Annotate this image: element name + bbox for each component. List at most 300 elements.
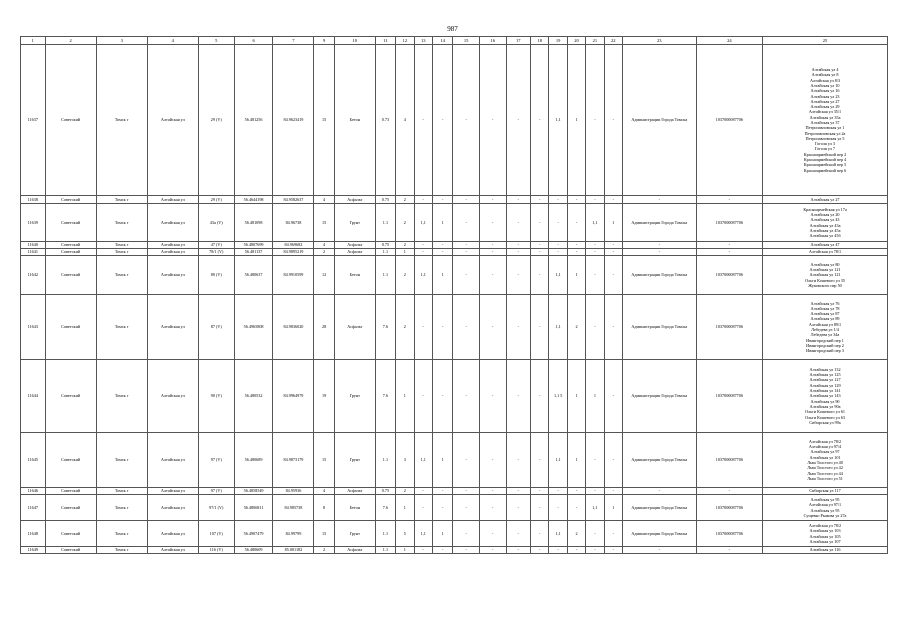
address-line: Алтайская ул 35/1 — [808, 109, 842, 115]
table-cell: Советский — [45, 196, 96, 204]
table-cell: 1 — [604, 495, 622, 521]
table-cell: - — [506, 547, 531, 554]
table-cell: - — [586, 196, 604, 204]
addresses-cell — [763, 196, 888, 204]
table-cell: Алтайская ул — [147, 488, 198, 495]
table-cell: 29 (V) — [198, 45, 234, 196]
table-cell: - — [506, 295, 531, 360]
table-cell: 1,1 — [586, 495, 604, 521]
table-cell: - — [531, 495, 549, 521]
table-cell: - — [479, 547, 506, 554]
table-cell: Алтайская ул — [147, 45, 198, 196]
table-cell: - — [453, 547, 480, 554]
table-cell: 56.4806811 — [234, 495, 273, 521]
owner-cell: Администрации Города Томска — [623, 495, 697, 521]
address-line: Алтайская ул 107 — [809, 538, 841, 544]
owner-cell: - — [623, 547, 697, 554]
address-line: Льва Толстого ул 40 — [807, 460, 843, 465]
table-cell: Томск г — [96, 295, 147, 360]
table-cell: Алтайская ул — [147, 256, 198, 295]
column-header: 19 — [549, 37, 567, 45]
address-line: Петропавловская ул 1 — [805, 125, 845, 131]
address-line: Алтайская ул 90 — [810, 398, 840, 404]
table-cell: 1037000087706 — [696, 295, 762, 360]
table-cell: 11645 — [21, 433, 46, 488]
table-cell: 84.96738 — [273, 204, 314, 242]
column-header: 21 — [586, 37, 604, 45]
column-header: 25 — [763, 37, 888, 45]
table-cell: Асфальт — [334, 547, 375, 554]
column-header: 14 — [432, 37, 452, 45]
table-cell: 1037000087706 — [696, 45, 762, 196]
table-cell: Советский — [45, 547, 96, 554]
address-line: Лебедева ул 34а — [810, 332, 840, 338]
table-cell: - — [414, 295, 432, 360]
owner-cell: Администрации Города Томска — [623, 256, 697, 295]
table-cell: Томск г — [96, 256, 147, 295]
table-cell: - — [531, 196, 549, 204]
table-cell: 2 — [396, 242, 414, 249]
address-line: Ольги Кошевого ул 61 — [805, 409, 845, 415]
table-cell: 1 — [567, 256, 585, 295]
table-cell: 84.9873179 — [273, 433, 314, 488]
table-cell: - — [506, 249, 531, 256]
table-cell: - — [479, 360, 506, 433]
address-line: Алтайская ул 16 — [810, 88, 840, 94]
table-cell: - — [586, 547, 604, 554]
address-line: Ольги Кошевого ул 63 — [805, 414, 845, 420]
table-cell: - — [531, 204, 549, 242]
table-cell: 19 — [314, 360, 334, 433]
column-header: 20 — [567, 37, 585, 45]
table-cell: Томск г — [96, 204, 147, 242]
table-cell: 1,1 — [549, 256, 567, 295]
owner-cell: Администрации Города Томска — [623, 295, 697, 360]
table-cell: - — [567, 249, 585, 256]
address-line: Алтайская ул 37 — [810, 120, 840, 125]
table-cell: 1,1 — [549, 433, 567, 488]
page-number: 987 — [447, 25, 458, 33]
table-cell: Томск г — [96, 521, 147, 547]
address-line: Алтайская ул 116 — [809, 547, 841, 553]
address-line: Алтайская ул 29 — [810, 104, 840, 110]
table-cell: 47 (V) — [198, 242, 234, 249]
table-cell: Алтайская ул — [147, 249, 198, 256]
table-cell: Бетон — [334, 495, 375, 521]
table-cell: 7.6 — [375, 360, 395, 433]
table-cell: 97 (V) — [198, 488, 234, 495]
table-cell: Грунт — [334, 204, 375, 242]
table-cell: Советский — [45, 204, 96, 242]
table-cell: - — [432, 249, 452, 256]
table-cell: Алтайская ул — [147, 547, 198, 554]
table-cell: - — [604, 521, 622, 547]
address-line: Красноармейский пер 2 — [803, 151, 847, 157]
table-cell: - — [453, 433, 480, 488]
table-cell: 1 — [432, 204, 452, 242]
address-line: Алтайская ул 97/4 — [808, 444, 842, 450]
table-cell: 56.4965808 — [234, 295, 273, 360]
table-cell: 56.4644198 — [234, 196, 273, 204]
table-row — [21, 204, 888, 242]
table-cell: - — [506, 488, 531, 495]
owner-cell: Администрации Города Томска — [623, 360, 697, 433]
table-cell: 11649 — [21, 547, 46, 554]
table-cell: 1037000087706 — [696, 360, 762, 433]
table-cell: 7.6 — [375, 295, 395, 360]
owner-cell: Администрации Города Томска — [623, 433, 697, 488]
addresses-cell — [763, 295, 888, 360]
table-cell: - — [506, 495, 531, 521]
table-cell: 1 — [604, 204, 622, 242]
table-cell: 84.9623419 — [273, 45, 314, 196]
table-cell: - — [479, 45, 506, 196]
table-cell: 1,1 — [549, 521, 567, 547]
table-cell: - — [414, 488, 432, 495]
table-cell: 3 — [396, 433, 414, 488]
address-line: Алтайская ул 43а — [809, 222, 841, 228]
table-cell: 11647 — [21, 495, 46, 521]
table-cell: - — [696, 196, 762, 204]
table-cell: 11643 — [21, 295, 46, 360]
table-cell: 56.481098 — [234, 204, 273, 242]
table-cell: 56.4907479 — [234, 521, 273, 547]
table-cell: 84.9836020 — [273, 295, 314, 360]
table-cell: Алтайская ул — [147, 360, 198, 433]
table-cell: - — [453, 488, 480, 495]
column-header: 15 — [453, 37, 480, 45]
table-cell: - — [479, 521, 506, 547]
table-cell: - — [531, 433, 549, 488]
address-line: Алтайская ул 20 — [810, 211, 840, 217]
table-cell: - — [604, 249, 622, 256]
address-line: Алтайская ул 143 — [809, 393, 841, 399]
table-cell: Алтайская ул — [147, 196, 198, 204]
table-cell: 1037000087706 — [696, 521, 762, 547]
address-line: Лебедева ул 1/4 — [811, 327, 839, 332]
address-line: Алтайская ул 132 — [809, 366, 841, 372]
table-cell: 2 — [314, 249, 334, 256]
table-cell: 11640 — [21, 242, 46, 249]
table-cell: 87 (V) — [198, 295, 234, 360]
table-cell: 1,1 — [414, 433, 432, 488]
owner-cell: - — [623, 196, 697, 204]
table-cell: - — [604, 488, 622, 495]
table-cell: Советский — [45, 488, 96, 495]
owner-cell: - — [623, 242, 697, 249]
table-cell: - — [506, 196, 531, 204]
table-cell: 107 (V) — [198, 521, 234, 547]
address-line: Жуковского пер 50 — [808, 282, 842, 288]
table-cell: - — [453, 495, 480, 521]
table-cell: - — [432, 196, 452, 204]
table-cell: 5 — [396, 521, 414, 547]
table-cell: - — [414, 547, 432, 554]
table-cell: 4 — [314, 488, 334, 495]
table-cell: 15 — [314, 521, 334, 547]
table-cell: 1,1 — [414, 521, 432, 547]
table-cell: Бетон — [334, 256, 375, 295]
table-cell: - — [567, 196, 585, 204]
address-line: Алтайская ул 95 — [810, 496, 840, 502]
address-line: Алтайская ул 97 — [810, 449, 840, 455]
table-cell: Советский — [45, 433, 96, 488]
table-cell: Грунт — [334, 433, 375, 488]
table-cell: Томск г — [96, 242, 147, 249]
table-cell: 1.1 — [375, 249, 395, 256]
table-cell: 1037000087706 — [696, 495, 762, 521]
addresses-cell — [763, 242, 888, 249]
table-cell: 1 — [567, 433, 585, 488]
address-line: Алтайская ул 43 — [810, 217, 840, 223]
table-cell: - — [586, 295, 604, 360]
table-cell: 2 — [396, 204, 414, 242]
table-cell: - — [586, 256, 604, 295]
table-cell: - — [479, 249, 506, 256]
table-cell: 1 — [586, 360, 604, 433]
table-cell: 11641 — [21, 249, 46, 256]
table-row — [21, 433, 888, 488]
table-cell: Алтайская ул — [147, 204, 198, 242]
table-cell: 56.481256 — [234, 45, 273, 196]
address-line: Алтайская ул 97/1 — [808, 502, 842, 508]
table-cell: Асфальт — [334, 242, 375, 249]
addresses-cell — [763, 433, 888, 488]
table-cell: 2 — [396, 488, 414, 495]
table-cell: 43а (V) — [198, 204, 234, 242]
column-header: 23 — [623, 37, 697, 45]
table-cell: - — [604, 256, 622, 295]
table-cell: Советский — [45, 249, 96, 256]
address-line: Сибирская ул 117 — [809, 488, 841, 494]
address-line: Алтайская ул 129 — [809, 382, 841, 388]
addresses-cell — [763, 521, 888, 547]
column-header: 3 — [96, 37, 147, 45]
table-cell: - — [432, 45, 452, 196]
table-cell: - — [479, 196, 506, 204]
address-line: Алтайская ул 87 — [810, 311, 840, 317]
address-line: Гоголя ул 7 — [815, 146, 836, 152]
column-header: 13 — [414, 37, 432, 45]
column-header: 9 — [314, 37, 334, 45]
table-row — [21, 295, 888, 360]
table-cell: 56.4807699 — [234, 242, 273, 249]
address-line: Алтайская ул 95 — [810, 507, 840, 513]
table-cell: 56.480637 — [234, 256, 273, 295]
column-header: 1 — [21, 37, 46, 45]
table-cell: Алтайская ул — [147, 242, 198, 249]
column-header: 12 — [396, 37, 414, 45]
table-cell: - — [506, 204, 531, 242]
table-cell: 1 — [567, 45, 585, 196]
table-cell: - — [531, 249, 549, 256]
addresses-cell — [763, 45, 888, 196]
table-cell: - — [414, 495, 432, 521]
table-cell: 56.4858549 — [234, 488, 273, 495]
table-cell: 11637 — [21, 45, 46, 196]
table-cell: - — [414, 242, 432, 249]
table-cell: - — [549, 547, 567, 554]
table-cell: Алтайская ул — [147, 521, 198, 547]
table-cell: Алтайская ул — [147, 295, 198, 360]
address-line: Красноармейский пер 6 — [803, 167, 847, 173]
table-cell: 84.985738 — [273, 495, 314, 521]
table-cell: 56.481137 — [234, 249, 273, 256]
address-line: Алтайская ул 10 — [810, 82, 840, 88]
table-cell: Советский — [45, 360, 96, 433]
column-header: 16 — [479, 37, 506, 45]
column-header: 5 — [198, 37, 234, 45]
table-cell: - — [531, 256, 549, 295]
table-cell: - — [567, 242, 585, 249]
address-line: Алтайская ул 105 — [809, 533, 841, 539]
table-row — [21, 242, 888, 249]
table-cell: 84.9895219 — [273, 249, 314, 256]
table-cell: - — [586, 242, 604, 249]
address-line: Льва Толстого ул 42 — [807, 465, 843, 471]
table-cell: - — [506, 360, 531, 433]
table-cell: 0.75 — [375, 196, 395, 204]
table-cell: Советский — [45, 256, 96, 295]
address-line: Алтайская ул 141 — [809, 388, 841, 394]
table-cell: Бетон — [334, 45, 375, 196]
table-cell: - — [567, 495, 585, 521]
column-header: 4 — [147, 37, 198, 45]
table-cell: - — [506, 433, 531, 488]
table-cell: - — [414, 45, 432, 196]
table-cell: 2 — [314, 547, 334, 554]
address-line: Гоголя ул 3 — [815, 141, 836, 147]
table-cell: 11644 — [21, 360, 46, 433]
address-line: Алтайская ул 125 — [809, 372, 841, 378]
table-cell: 97/1 (V) — [198, 495, 234, 521]
addresses-cell — [763, 360, 888, 433]
table-cell: 84.9582637 — [273, 196, 314, 204]
table-cell: - — [506, 45, 531, 196]
table-cell: 7.6 — [375, 495, 395, 521]
address-line: Красноармейский пер 4 — [803, 157, 847, 163]
table-cell: - — [453, 521, 480, 547]
column-header: 22 — [604, 37, 622, 45]
table-cell: - — [586, 488, 604, 495]
table-cell: 85.001182 — [273, 547, 314, 554]
address-line: Алтайская ул 45б — [809, 233, 841, 239]
table-cell: 80 (V) — [198, 256, 234, 295]
table-cell: 1,1 — [414, 256, 432, 295]
table-cell: 90 (V) — [198, 360, 234, 433]
table-row — [21, 196, 888, 204]
table-cell: - — [604, 196, 622, 204]
table-cell: 1.1 — [375, 433, 395, 488]
table-cell: - — [531, 488, 549, 495]
table-cell: 56.480689 — [234, 433, 273, 488]
table-cell: - — [586, 45, 604, 196]
table-cell: - — [549, 488, 567, 495]
table-cell: - — [414, 249, 432, 256]
table-cell: - — [586, 249, 604, 256]
table-cell: - — [453, 242, 480, 249]
table-cell: - — [567, 204, 585, 242]
address-line: Алтайская ул 78 — [810, 305, 840, 311]
table-cell: - — [432, 360, 452, 433]
table-cell: 4 — [314, 196, 334, 204]
address-line: Сущевко Рыжова ул 27а — [803, 512, 847, 518]
table-body — [21, 45, 888, 554]
table-cell: 2 — [567, 295, 585, 360]
table-cell: - — [531, 547, 549, 554]
table-cell: - — [432, 495, 452, 521]
table-cell: - — [479, 488, 506, 495]
table-row — [21, 521, 888, 547]
table-cell: 1.1 — [375, 521, 395, 547]
address-line: Петропавловская ул 2а — [804, 130, 846, 136]
table-cell: - — [604, 360, 622, 433]
table-cell: Советский — [45, 295, 96, 360]
address-line: Алтайская ул 78/2 — [808, 438, 842, 444]
address-line: Сибирская ул 99а — [809, 419, 841, 425]
table-cell: 1 — [396, 249, 414, 256]
table-cell: - — [604, 433, 622, 488]
table-cell: 0.75 — [375, 488, 395, 495]
addresses-cell — [763, 547, 888, 554]
table-row — [21, 360, 888, 433]
table-cell: Асфальт — [334, 196, 375, 204]
table-cell: - — [696, 249, 762, 256]
table-cell: - — [432, 242, 452, 249]
table-cell: 1 — [396, 360, 414, 433]
table-cell: - — [531, 45, 549, 196]
address-line: Петропавловская ул 5 — [805, 135, 845, 141]
column-header: 6 — [234, 37, 273, 45]
address-line: Алтайская ул 4 — [811, 67, 839, 73]
table-cell: Томск г — [96, 547, 147, 554]
table-cell: 12 — [314, 256, 334, 295]
table-cell: - — [432, 295, 452, 360]
table-cell: - — [479, 495, 506, 521]
table-cell: - — [453, 256, 480, 295]
table-cell: - — [549, 242, 567, 249]
table-cell: - — [531, 295, 549, 360]
table-cell: Томск г — [96, 495, 147, 521]
table-cell: Томск г — [96, 196, 147, 204]
table-cell: 1,1 — [414, 204, 432, 242]
table-cell: - — [453, 45, 480, 196]
column-header: 18 — [531, 37, 549, 45]
owner-cell: - — [623, 488, 697, 495]
address-line: Ольги Кошевого ул 35 — [805, 277, 845, 283]
table-cell: - — [696, 242, 762, 249]
address-line: Алтайская ул 76 — [810, 300, 840, 306]
address-line: Красноармейский пер 5 — [803, 162, 847, 168]
table-cell: Томск г — [96, 45, 147, 196]
address-line: Алтайская ул 101 — [809, 454, 841, 460]
table-cell: 4 — [314, 242, 334, 249]
table-cell: 1037000087706 — [696, 204, 762, 242]
table-row — [21, 547, 888, 554]
table-cell: - — [479, 242, 506, 249]
table-cell: 2 — [567, 521, 585, 547]
table-cell: - — [549, 495, 567, 521]
table-cell: Грунт — [334, 521, 375, 547]
table-cell: - — [479, 256, 506, 295]
table-cell: - — [531, 242, 549, 249]
table-cell: - — [586, 521, 604, 547]
table-cell: - — [696, 488, 762, 495]
column-header: 24 — [696, 37, 762, 45]
table-cell: Советский — [45, 495, 96, 521]
address-line: Алтайская ул 121 — [809, 267, 841, 273]
address-line: Ивангородский пер 2 — [806, 342, 844, 348]
